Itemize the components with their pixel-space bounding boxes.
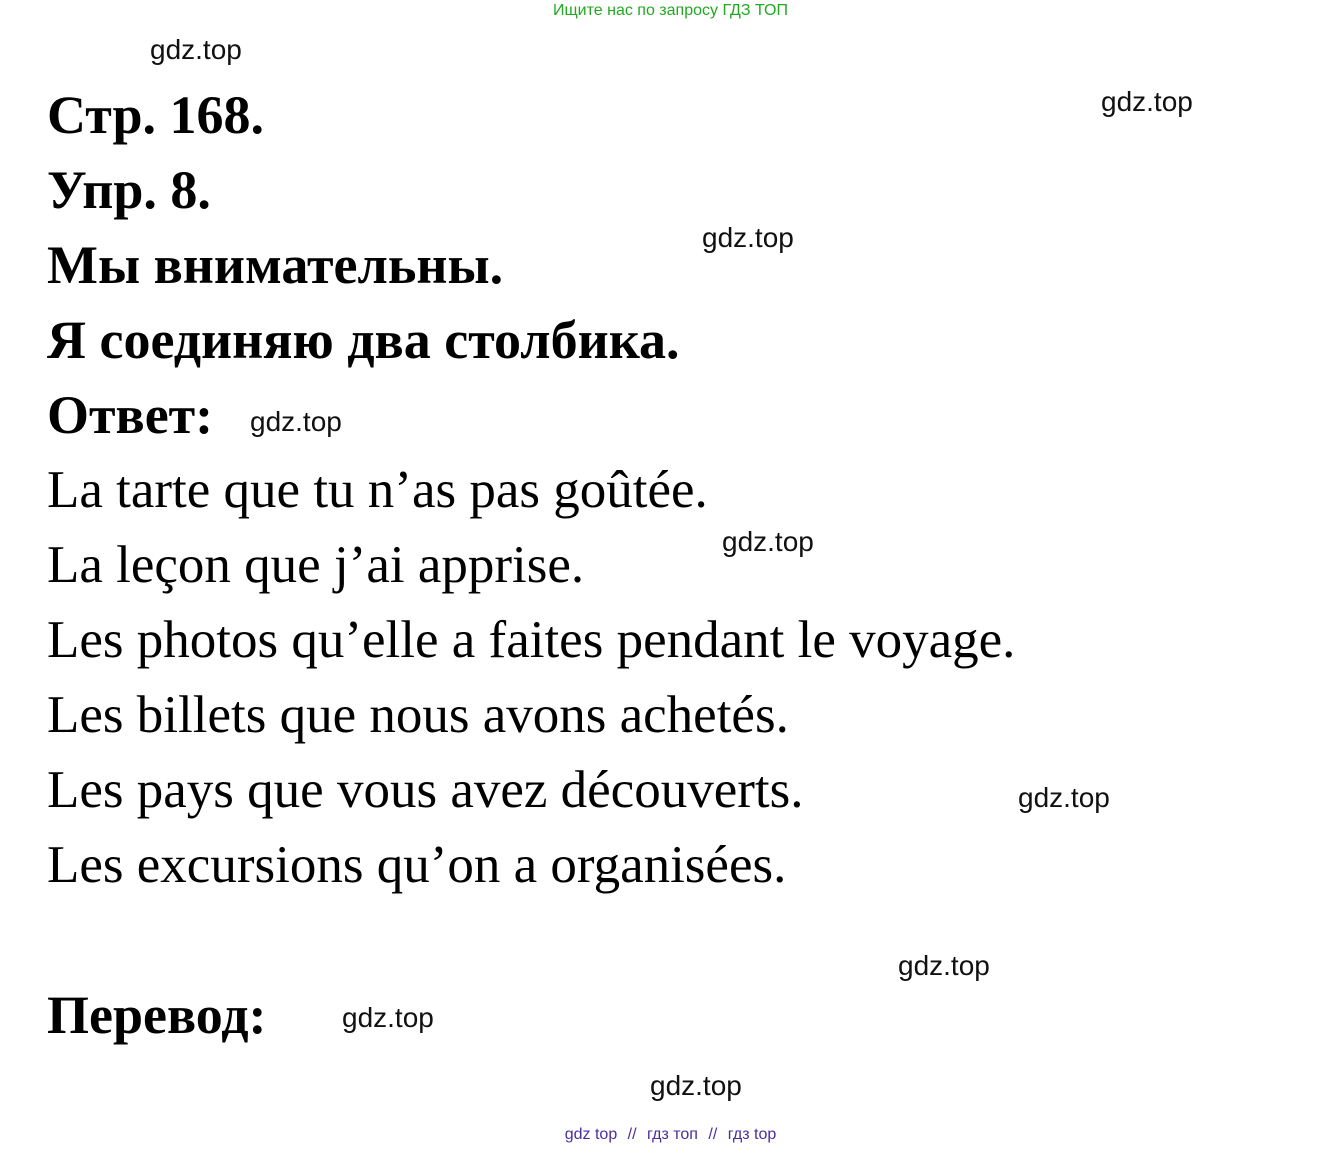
task-instruction: Я соединяю два столбика. — [47, 310, 680, 370]
watermark: gdz.top — [722, 526, 814, 557]
answer-line: Les billets que nous avons achetés. — [47, 686, 789, 744]
watermark: gdz.top — [1101, 86, 1193, 117]
footer-link[interactable]: gdz top — [564, 1126, 618, 1143]
top-banner: Ищите нас по запросу ГДЗ ТОП — [553, 2, 788, 19]
footer-link[interactable]: гдз топ — [647, 1126, 698, 1143]
task-title: Мы внимательны. — [47, 235, 504, 295]
watermark: gdz.top — [250, 406, 342, 437]
watermark: gdz.top — [650, 1070, 742, 1101]
watermark: gdz.top — [702, 222, 794, 253]
translation-label: Перевод: — [47, 985, 267, 1045]
answer-line: Les photos qu’elle a faites pendant le voyage. — [47, 611, 1016, 669]
watermark: gdz.top — [898, 950, 990, 981]
answer-line: Les pays que vous avez découverts. — [47, 761, 804, 819]
answer-label: Ответ: — [47, 385, 214, 445]
page-number-heading: Стр. 168. — [47, 85, 265, 145]
answer-line: La tarte que tu n’as pas goûtée. — [47, 461, 708, 519]
watermark: gdz.top — [150, 34, 242, 65]
watermark: gdz.top — [342, 1002, 434, 1033]
footer-links — [0, 1126, 1341, 1144]
footer-separator: // — [708, 1126, 718, 1143]
watermark: gdz.top — [1018, 782, 1110, 813]
footer-link[interactable]: гдз top — [727, 1126, 777, 1143]
answer-line: La leçon que j’ai apprise. — [47, 536, 585, 594]
footer-separator: // — [627, 1126, 637, 1143]
exercise-heading: Упр. 8. — [47, 160, 211, 220]
answer-line: Les excursions qu’on a organisées. — [47, 836, 787, 894]
